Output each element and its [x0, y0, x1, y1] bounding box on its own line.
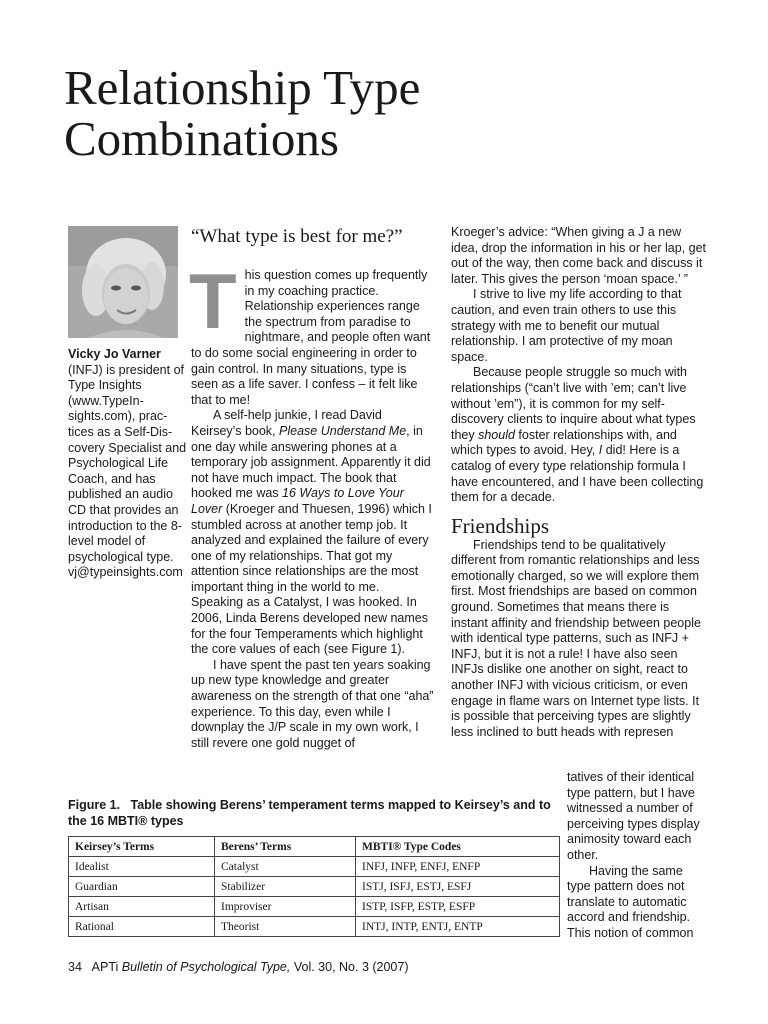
table-cell: INTJ, INTP, ENTJ, ENTP [356, 917, 560, 937]
table-cell: Stabilizer [215, 877, 356, 897]
paragraph-7: Friendships tend to be qualitatively different from romantic relationships and less emotionally charged, so we will explore them first. Most friendships are based on common ground. Sometimes that means there is instant affinity and friendship between people with identical type patterns, such as INFJ + INFJ, but it is not a rule! I have also seen INFJs dislike one another on sight, react to another INFJ with vicious criticism, or even engage in flame wars on Internet type lists. It is possible that perceiving types are slightly less inclined to butt heads with represen [451, 537, 701, 739]
temperament-table [68, 836, 560, 937]
drop-cap: T [189, 257, 237, 345]
section-heading-friendships: Friendships [451, 513, 550, 538]
article-column-2-continued [567, 770, 708, 942]
paragraph-6-text-b: foster relationships with, and which types to avoid. Hey, [451, 427, 677, 458]
paragraph-2 [191, 408, 434, 658]
book-title-please-understand-me: Please Understand Me [279, 423, 407, 438]
title-line-2: Combinations [64, 111, 339, 166]
article-title [64, 62, 704, 164]
table-cell: ISTP, ISFP, ESTP, ESFP [356, 897, 560, 917]
table-row [69, 857, 560, 877]
figure-caption [68, 797, 558, 829]
article-column-1 [191, 226, 434, 751]
publisher-name: APTi [91, 960, 119, 974]
page-footer [68, 960, 568, 975]
emphasis-should: should [478, 427, 515, 442]
table-row [69, 917, 560, 937]
article-column-2 [451, 225, 708, 740]
author-bio [68, 347, 188, 581]
paragraph-6-text-c: did! Here is a catalog of every type relationship formula I have encountered, and I have been collecting them for a decade. [451, 443, 704, 505]
pull-quote: “What type is best for me?” [191, 226, 403, 247]
paragraph-1 [189, 257, 434, 408]
paragraph-2-text-c: (Kroeger and Thuesen, 1996) which I stumbled across at another temp job. It analyzed and explained the failure of every one of my relationships. That got my attention since relationships are the most important thing in the world to me. Speaking as a Catalyst, I was hooked. In 2006, Linda Berens developed new names for the four Temperaments which highlight the core values of each (see Figure 1). [191, 501, 432, 657]
table-cell: INFJ, INFP, ENFJ, ENFP [356, 857, 560, 877]
header-berens: Berens’ Terms [215, 837, 356, 857]
author-photo [68, 226, 178, 338]
author-name: Vicky Jo Varner [68, 347, 161, 361]
header-mbti: MBTI® Type Codes [356, 837, 560, 857]
table-cell: Theorist [215, 917, 356, 937]
paragraph-5: I strive to live my life according to that caution, and even train others to use this strategy with me to benefit our mutual relationship. I am protective of my moan space. [451, 287, 682, 364]
author-portrait-image [68, 226, 178, 338]
table-row [69, 877, 560, 897]
table-header-row [69, 837, 560, 857]
table-cell: Rational [69, 917, 215, 937]
table-cell: Idealist [69, 857, 215, 877]
paragraph-4: Kroeger’s advice: “When giving a J a new idea, drop the information in his or her lap, get out of the way, then come back and discuss it later. This gives the person ‘moan space.’ ” [451, 225, 707, 286]
paragraph-1-text: his question comes up frequently in my coaching practice. Relationship experiences range the spectrum from paradise to nightmare, and people often want to do some social engineering in order to gain control. In many situations, type is seen as a life saver. I confess – it felt like that to me! [191, 268, 431, 407]
title-line-1: Relationship Type [64, 60, 421, 115]
table-cell: Guardian [69, 877, 215, 897]
journal-title: Bulletin of Psychological Type, [121, 960, 291, 974]
header-keirsey: Keirsey’s Terms [69, 837, 215, 857]
paragraph-6 [451, 365, 708, 505]
page-number: 34 [68, 960, 82, 974]
table-cell: Artisan [69, 897, 215, 917]
table-cell: ISTJ, ISFJ, ESTJ, ESFJ [356, 877, 560, 897]
paragraph-8: Having the same type pattern does not translate to automatic accord and friendship. This notion of common [567, 863, 694, 940]
emphasis-i: I [598, 443, 603, 458]
paragraph-7-continued: tatives of their identical type pattern, but I have witnessed a number of perceiving types display animosity toward each other. [567, 770, 700, 862]
paragraph-3: I have spent the past ten years soaking up new type knowledge and greater awareness on the strength of that one “aha” experience. To this day, even while I downplay the J/P scale in my own work, I still revere one gold nugget of [191, 657, 434, 750]
table-row [69, 897, 560, 917]
paragraph-2-text-b: , in one day while answering phones at a temporary job assignment. Apparently it did not have much impact. The book that hooked me was [191, 423, 431, 501]
book-title-16-ways: 16 Ways to Love Your Lover [191, 486, 404, 516]
figure-caption-text: Table showing Berens’ temperament terms mapped to Keirsey’s and to the 16 MBTI® types [68, 798, 551, 828]
author-bio-text: (INFJ) is president of Type Insights (www.TypeInsights.com), practices as a Self-Discovery Specialist and Psychological Life Coach, and has published an audio CD that provides an introduction to the 8-level model of psychological type. vj@typeinsights.com [68, 362, 187, 580]
figure-label: Figure 1. [68, 798, 121, 812]
table-cell: Improviser [215, 897, 356, 917]
paragraph-2-text-a: A self-help junkie, I read David Keirsey’s book, [191, 408, 382, 438]
paragraph-6-text-a: Because people struggle so much with relationships (“can’t live with ’em; can’t live without ’em”), it is common for my self-discovery clients to inquire about what types they [451, 365, 696, 442]
table-cell: Catalyst [215, 857, 356, 877]
journal-volume: Vol. 30, No. 3 (2007) [293, 960, 409, 974]
